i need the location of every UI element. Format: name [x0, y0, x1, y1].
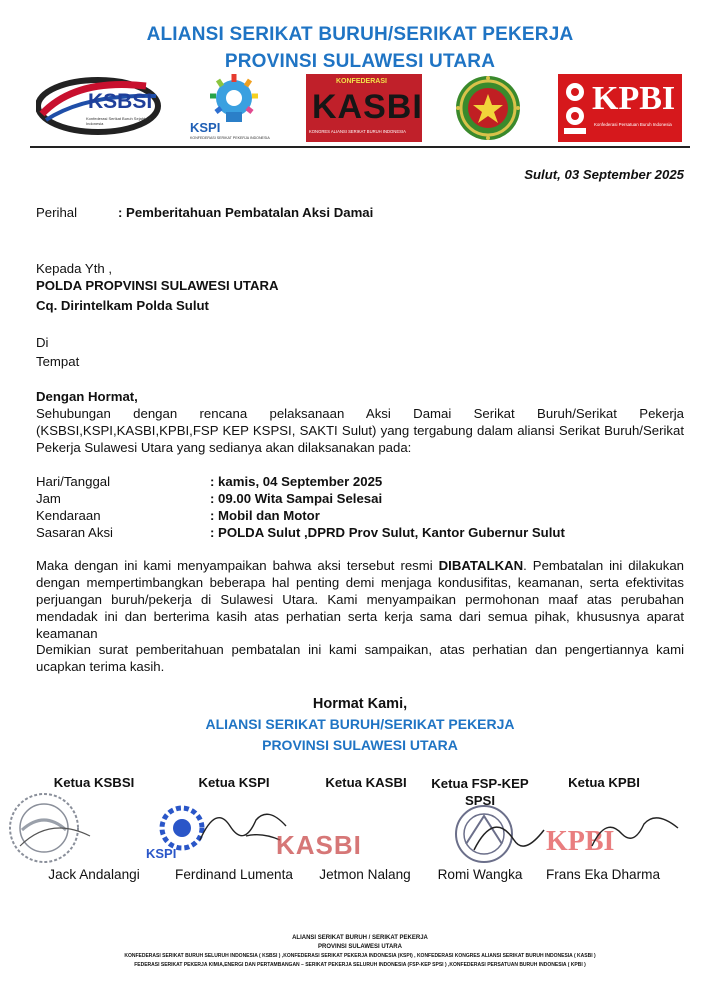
footer-line-3: KONFEDERASI SERIKAT BURUH SELURUH INDONESIA ( KSBSI ) ,KONFEDERASI SERIKAT PEKERJA INDONESIA (KSPI) , KONFEDERASI KONGRES ALIANSI SERIKAT BURUH INDONESIA ( KASBI ) — [124, 953, 596, 959]
cancelled-emphasis: DIBATALKAN — [438, 558, 524, 573]
ksbsi-logo: KSBSI Konfederasi Serikat Buruh Sejahtera Indonesia — [36, 74, 164, 142]
cancellation-paragraph: Maka dengan ini kami menyampaikan bahwa aksi tersebut resmi DIBATALKAN. Pembatalan ini dilakukan dengan mempertimbangkan beberapa hal penting demi menjaga kondusifitas, keamanan, serta efektivitas perjuangan buruh/pekerja di Sulawesi Utara. Kami menyampaikan permohonan maaf atas perubahan mendadak ini dan berterima kasih atas perhatian serta kerja sama dari semua pihak, khususnya aparat keamanan — [36, 558, 685, 641]
spsi-stamp-and-signature — [444, 800, 554, 870]
detail-row — [36, 490, 684, 507]
kepada-line: Kepada Yth , — [36, 261, 113, 276]
kpbi-stamp: KPBI — [546, 826, 615, 857]
closing-paragraph: Demikian surat pemberitahuan pembatalan ini kami sampaikan, atas perhatian dan pengertiannya kami ucapkan terima kasih. — [36, 642, 684, 674]
kpbi-signature — [586, 806, 682, 856]
perihal-value: : Pemberitahuan Pembatalan Aksi Damai — [118, 205, 374, 220]
kspi-stamp: KSPI — [146, 802, 218, 866]
header-divider — [30, 146, 690, 148]
event-details — [36, 473, 684, 541]
tempat-line: Tempat — [36, 354, 80, 369]
signatory-name: Frans Eka Dharma — [545, 867, 661, 882]
letter-date: Sulut, 03 September 2025 — [524, 167, 684, 182]
signatory-title: Ketua FSP-KEP SPSI — [431, 776, 529, 808]
detail-row — [36, 524, 684, 541]
detail-value: : kamis, 04 September 2025 — [210, 474, 383, 489]
kasbi-logo: KONFEDERASI KASBI KONGRES ALIANSI SERIKAT BURUH INDONESIA — [306, 74, 422, 142]
signatory-name: Romi Wangka — [437, 867, 523, 882]
letterhead-title: ALIANSI SERIKAT BURUH/SERIKAT PEKERJA — [146, 24, 574, 45]
detail-label: Hari/Tanggal — [36, 474, 111, 489]
detail-value: : 09.00 Wita Sampai Selesai — [210, 491, 383, 506]
letterhead-subtitle: PROVINSI SULAWESI UTARA — [224, 51, 496, 72]
signatory-title: Ketua KSBSI — [53, 775, 135, 790]
kspi-logo: KSPI KONFEDERASI SERIKAT PEKERJA INDONESIA — [186, 74, 278, 142]
detail-value: : Mobil dan Motor — [210, 508, 320, 523]
salutation: Dengan Hormat, — [36, 389, 138, 404]
detail-row — [36, 473, 684, 490]
detail-label: Jam — [36, 491, 61, 506]
kpbi-logo: KPBI Konfederasi Persatuan Buruh Indonesia — [558, 74, 682, 142]
footer-line-4: FEDERASI SERIKAT PEKERJA KIMIA,ENERGI DAN PERTAMBANGAN – SERIKAT PEKERJA SELURUH INDONESIA (FSP-KEP SPSI ) ,KONFEDERASI PERSATUAN BURUH INDONESIA ( KPBI ) — [134, 962, 586, 968]
ksbsi-stamp — [0, 786, 96, 866]
signatory-name: Jetmon Nalang — [319, 867, 411, 882]
closing-greeting: Hormat Kami, — [312, 696, 408, 712]
recipient-line-1: POLDA PROPVINSI SULAWESI UTARA — [36, 278, 279, 293]
footer-line-2: PROVINSI SULAWESI UTARA — [318, 944, 402, 950]
detail-label: Kendaraan — [36, 508, 101, 523]
signatory-title: Ketua KASBI — [325, 775, 407, 790]
signatory-title: Ketua KPBI — [568, 775, 640, 790]
signatory-title: Ketua KSPI — [198, 775, 270, 790]
footer-line-1: ALIANSI SERIKAT BURUH / SERIKAT PEKERJA — [292, 935, 428, 941]
recipient-line-2: Cq. Dirintelkam Polda Sulut — [36, 298, 209, 313]
detail-row — [36, 507, 684, 524]
detail-label: Sasaran Aksi — [36, 525, 113, 540]
detail-value: : POLDA Sulut ,DPRD Prov Sulut, Kantor Gubernur Sulut — [210, 525, 565, 540]
closing-org-line-2: PROVINSI SULAWESI UTARA — [262, 737, 458, 753]
closing-org-line-1: ALIANSI SERIKAT BURUH/SERIKAT PEKERJA — [205, 716, 515, 732]
kasbi-stamp: KASBI — [276, 830, 362, 860]
perihal-label: Perihal — [36, 205, 78, 220]
spsi-logo — [452, 74, 524, 142]
signatory-name: Ferdinand Lumenta — [175, 867, 293, 882]
signatory-name: Jack Andalangi — [48, 867, 140, 882]
di-line: Di — [36, 335, 49, 350]
intro-paragraph: Sehubungan dengan rencana pelaksanaan Aksi Damai Serikat Buruh/Serikat Pekerja (KSBSI,KSPI,KASBI,KPBI,FSP KEP KSPSI, SAKTI Sulut) yang tergabung dalam aliansi Serikat Buruh/Serikat Pekerja Sulawesi Utara yang sedianya akan dilaksanakan pada: — [36, 406, 684, 455]
